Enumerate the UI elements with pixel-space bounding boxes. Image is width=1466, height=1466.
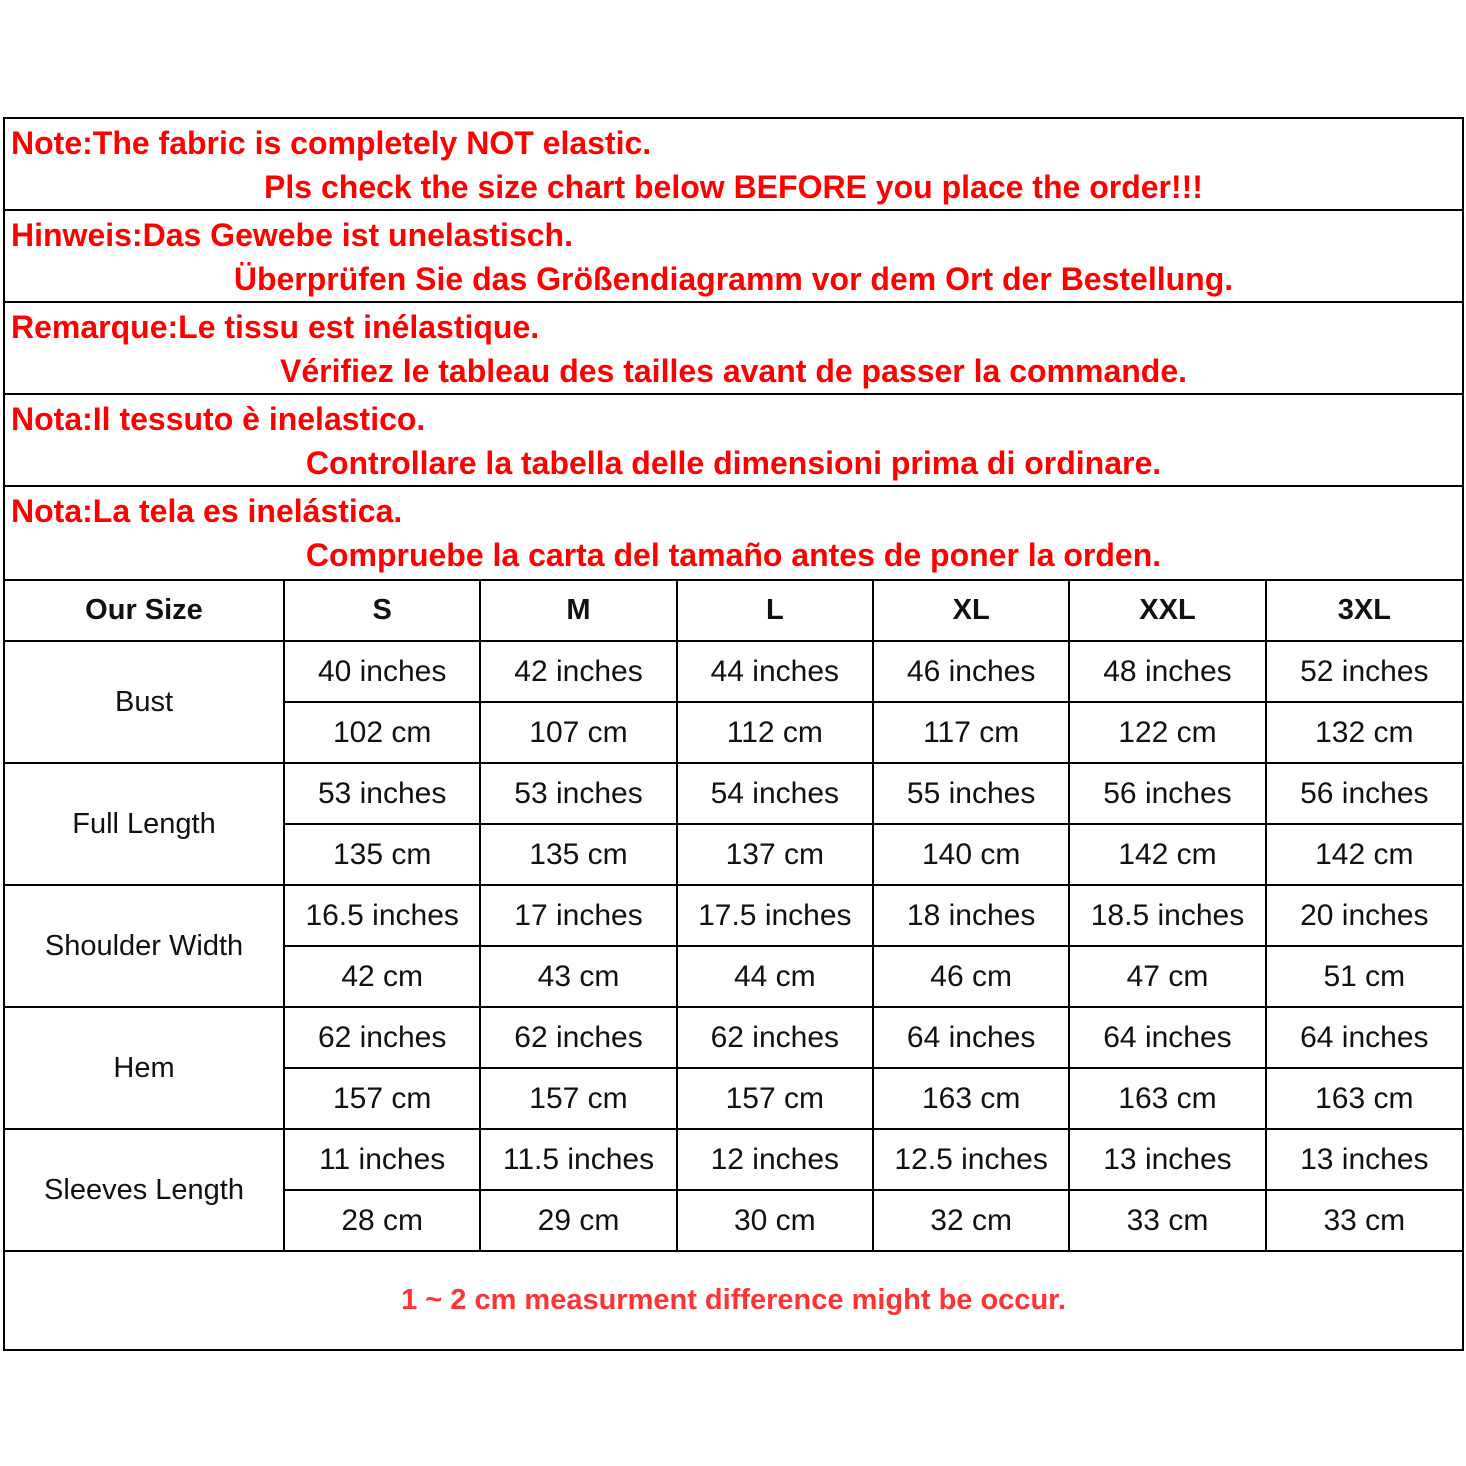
note-italian [5, 395, 1462, 487]
inches-cell: 56 inches [1266, 763, 1462, 824]
inches-cell: 40 inches [284, 641, 480, 702]
note-title: Remarque:Le tissu est inélastique. [11, 309, 540, 345]
inches-cell: 64 inches [1069, 1007, 1265, 1068]
size-chart [3, 117, 1464, 1351]
cm-cell: 51 cm [1266, 946, 1462, 1007]
cm-cell: 163 cm [1069, 1068, 1265, 1129]
inches-cell: 62 inches [677, 1007, 873, 1068]
table-row [5, 885, 1462, 946]
header-cell-l: L [677, 580, 873, 641]
footnote-text: 1 ~ 2 cm measurment difference might be occur. [401, 1284, 1066, 1316]
note-spanish [5, 487, 1462, 579]
note-english [5, 119, 1462, 211]
cm-cell: 135 cm [284, 824, 480, 885]
cm-cell: 137 cm [677, 824, 873, 885]
inches-cell: 18 inches [873, 885, 1069, 946]
row-label: Bust [5, 641, 284, 763]
cm-cell: 42 cm [284, 946, 480, 1007]
header-cell-3xl: 3XL [1266, 580, 1462, 641]
inches-cell: 46 inches [873, 641, 1069, 702]
inches-cell: 16.5 inches [284, 885, 480, 946]
inches-cell: 11.5 inches [480, 1129, 676, 1190]
inches-cell: 12.5 inches [873, 1129, 1069, 1190]
inches-cell: 44 inches [677, 641, 873, 702]
table-row [5, 641, 1462, 702]
cm-cell: 28 cm [284, 1190, 480, 1251]
header-cell-m: M [480, 580, 676, 641]
table-row [5, 1129, 1462, 1190]
cm-cell: 157 cm [677, 1068, 873, 1129]
inches-cell: 18.5 inches [1069, 885, 1265, 946]
cm-cell: 157 cm [284, 1068, 480, 1129]
cm-cell: 46 cm [873, 946, 1069, 1007]
note-instruction: Überprüfen Sie das Größendiagramm vor dem Ort der Bestellung. [233, 261, 1234, 297]
row-label: Hem [5, 1007, 284, 1129]
inches-cell: 53 inches [284, 763, 480, 824]
inches-cell: 42 inches [480, 641, 676, 702]
header-row [5, 580, 1462, 641]
cm-cell: 142 cm [1069, 824, 1265, 885]
cm-cell: 102 cm [284, 702, 480, 763]
row-label: Sleeves Length [5, 1129, 284, 1251]
cm-cell: 117 cm [873, 702, 1069, 763]
cm-cell: 32 cm [873, 1190, 1069, 1251]
cm-cell: 30 cm [677, 1190, 873, 1251]
inches-cell: 12 inches [677, 1129, 873, 1190]
inches-cell: 54 inches [677, 763, 873, 824]
header-cell-xl: XL [873, 580, 1069, 641]
inches-cell: 64 inches [873, 1007, 1069, 1068]
note-french [5, 303, 1462, 395]
note-instruction: Controllare la tabella delle dimensioni prima di ordinare. [305, 445, 1162, 481]
inches-cell: 55 inches [873, 763, 1069, 824]
inches-cell: 20 inches [1266, 885, 1462, 946]
table-row [5, 1007, 1462, 1068]
header-cell-xxl: XXL [1069, 580, 1265, 641]
measurement-footnote [5, 1252, 1462, 1349]
cm-cell: 47 cm [1069, 946, 1265, 1007]
cm-cell: 140 cm [873, 824, 1069, 885]
row-label: Full Length [5, 763, 284, 885]
inches-cell: 13 inches [1069, 1129, 1265, 1190]
cm-cell: 44 cm [677, 946, 873, 1007]
inches-cell: 53 inches [480, 763, 676, 824]
note-title: Hinweis:Das Gewebe ist unelastisch. [11, 217, 573, 253]
table-row [5, 763, 1462, 824]
inches-cell: 52 inches [1266, 641, 1462, 702]
inches-cell: 17.5 inches [677, 885, 873, 946]
note-title: Nota:La tela es inelástica. [11, 493, 403, 529]
cm-cell: 29 cm [480, 1190, 676, 1251]
header-cell-s: S [284, 580, 480, 641]
cm-cell: 163 cm [873, 1068, 1069, 1129]
note-instruction: Vérifiez le tableau des tailles avant de passer la commande. [279, 353, 1188, 389]
note-title: Nota:Il tessuto è inelastico. [11, 401, 426, 437]
cm-cell: 122 cm [1069, 702, 1265, 763]
inches-cell: 56 inches [1069, 763, 1265, 824]
inches-cell: 17 inches [480, 885, 676, 946]
header-cell-our-size: Our Size [5, 580, 284, 641]
inches-cell: 62 inches [284, 1007, 480, 1068]
cm-cell: 43 cm [480, 946, 676, 1007]
note-german [5, 211, 1462, 303]
note-instruction: Pls check the size chart below BEFORE you place the order!!! [264, 169, 1203, 205]
cm-cell: 33 cm [1266, 1190, 1462, 1251]
cm-cell: 112 cm [677, 702, 873, 763]
inches-cell: 64 inches [1266, 1007, 1462, 1068]
cm-cell: 33 cm [1069, 1190, 1265, 1251]
note-instruction: Compruebe la carta del tamaño antes de poner la orden. [305, 537, 1162, 573]
cm-cell: 157 cm [480, 1068, 676, 1129]
inches-cell: 62 inches [480, 1007, 676, 1068]
size-table [5, 579, 1462, 1252]
inches-cell: 48 inches [1069, 641, 1265, 702]
cm-cell: 107 cm [480, 702, 676, 763]
cm-cell: 163 cm [1266, 1068, 1462, 1129]
cm-cell: 135 cm [480, 824, 676, 885]
cm-cell: 142 cm [1266, 824, 1462, 885]
inches-cell: 13 inches [1266, 1129, 1462, 1190]
cm-cell: 132 cm [1266, 702, 1462, 763]
row-label: Shoulder Width [5, 885, 284, 1007]
inches-cell: 11 inches [284, 1129, 480, 1190]
note-title: Note:The fabric is completely NOT elastic. [11, 125, 652, 161]
